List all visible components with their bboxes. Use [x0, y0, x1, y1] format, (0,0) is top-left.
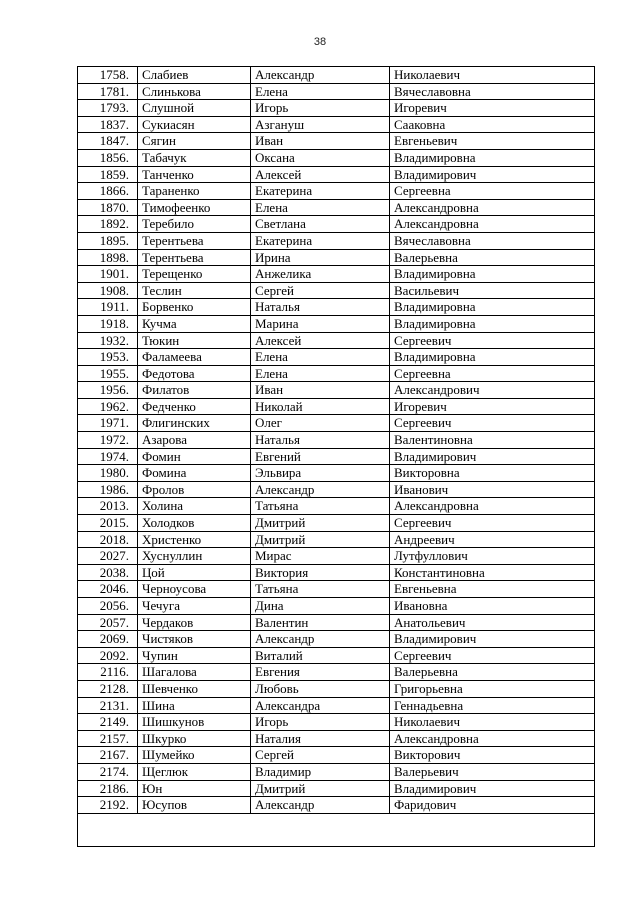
row-number-cell: 2046. — [78, 581, 138, 598]
surname-cell: Терентьева — [138, 232, 251, 249]
patronymic-cell: Александровна — [390, 199, 595, 216]
table-row — [78, 448, 595, 465]
surname-cell: Филатов — [138, 382, 251, 399]
table-row — [78, 349, 595, 366]
row-number-cell: 1972. — [78, 432, 138, 449]
patronymic-cell: Сааковна — [390, 116, 595, 133]
surname-cell: Юсупов — [138, 797, 251, 814]
surname-cell: Юн — [138, 780, 251, 797]
patronymic-cell: Владимирович — [390, 166, 595, 183]
row-number-cell: 2157. — [78, 730, 138, 747]
first-name-cell: Марина — [251, 315, 390, 332]
surname-cell: Теребило — [138, 216, 251, 233]
first-name-cell: Николай — [251, 398, 390, 415]
row-number-cell: 2027. — [78, 548, 138, 565]
surname-cell: Табачук — [138, 149, 251, 166]
row-number-cell: 2018. — [78, 531, 138, 548]
surname-cell: Сукиасян — [138, 116, 251, 133]
table-row — [78, 680, 595, 697]
first-name-cell: Александр — [251, 631, 390, 648]
row-number-cell: 2069. — [78, 631, 138, 648]
row-number-cell: 1901. — [78, 266, 138, 283]
table-row — [78, 133, 595, 150]
table-row — [78, 398, 595, 415]
row-number-cell: 2015. — [78, 515, 138, 532]
surname-cell: Терентьева — [138, 249, 251, 266]
first-name-cell: Екатерина — [251, 232, 390, 249]
patronymic-cell: Ивановна — [390, 598, 595, 615]
row-number-cell: 1859. — [78, 166, 138, 183]
patronymic-cell: Валентиновна — [390, 432, 595, 449]
patronymic-cell: Сергеевна — [390, 365, 595, 382]
first-name-cell: Валентин — [251, 614, 390, 631]
row-number-cell: 1781. — [78, 83, 138, 100]
patronymic-cell: Константиновна — [390, 564, 595, 581]
row-number-cell: 1866. — [78, 183, 138, 200]
surname-cell: Фаламеева — [138, 349, 251, 366]
row-number-cell: 2192. — [78, 797, 138, 814]
patronymic-cell: Евгеньевич — [390, 133, 595, 150]
table-row — [78, 299, 595, 316]
table-row — [78, 432, 595, 449]
surname-cell: Холодков — [138, 515, 251, 532]
table-row — [78, 631, 595, 648]
row-number-cell: 1793. — [78, 100, 138, 117]
first-name-cell: Сергей — [251, 747, 390, 764]
first-name-cell: Екатерина — [251, 183, 390, 200]
names-table — [77, 66, 595, 847]
table-row — [78, 166, 595, 183]
row-number-cell: 1908. — [78, 282, 138, 299]
table-row — [78, 531, 595, 548]
row-number-cell: 1953. — [78, 349, 138, 366]
table-row — [78, 598, 595, 615]
first-name-cell: Оксана — [251, 149, 390, 166]
first-name-cell: Александра — [251, 697, 390, 714]
row-number-cell: 1918. — [78, 315, 138, 332]
row-number-cell: 2056. — [78, 598, 138, 615]
surname-cell: Федченко — [138, 398, 251, 415]
first-name-cell: Елена — [251, 199, 390, 216]
surname-cell: Кучма — [138, 315, 251, 332]
table-row — [78, 382, 595, 399]
first-name-cell: Елена — [251, 365, 390, 382]
row-number-cell: 1847. — [78, 133, 138, 150]
surname-cell: Борвенко — [138, 299, 251, 316]
patronymic-cell: Вячеславовна — [390, 83, 595, 100]
surname-cell: Теслин — [138, 282, 251, 299]
table-row — [78, 282, 595, 299]
row-number-cell: 1971. — [78, 415, 138, 432]
surname-cell: Христенко — [138, 531, 251, 548]
surname-cell: Тюкин — [138, 332, 251, 349]
row-number-cell: 1898. — [78, 249, 138, 266]
patronymic-cell: Александровна — [390, 498, 595, 515]
table-row — [78, 149, 595, 166]
patronymic-cell: Александровна — [390, 216, 595, 233]
row-number-cell: 2092. — [78, 647, 138, 664]
first-name-cell: Любовь — [251, 680, 390, 697]
table-row — [78, 465, 595, 482]
patronymic-cell: Владимировна — [390, 149, 595, 166]
first-name-cell: Игорь — [251, 100, 390, 117]
surname-cell: Слинькова — [138, 83, 251, 100]
row-number-cell: 2057. — [78, 614, 138, 631]
row-number-cell: 1974. — [78, 448, 138, 465]
row-number-cell: 1932. — [78, 332, 138, 349]
first-name-cell: Олег — [251, 415, 390, 432]
first-name-cell: Дмитрий — [251, 531, 390, 548]
surname-cell: Терещенко — [138, 266, 251, 283]
table-row — [78, 116, 595, 133]
table-row — [78, 548, 595, 565]
row-number-cell: 2116. — [78, 664, 138, 681]
surname-cell: Флигинских — [138, 415, 251, 432]
first-name-cell: Татьяна — [251, 498, 390, 515]
empty-cell — [78, 813, 595, 846]
first-name-cell: Александр — [251, 797, 390, 814]
row-number-cell: 1962. — [78, 398, 138, 415]
patronymic-cell: Николаевич — [390, 67, 595, 84]
first-name-cell: Азгануш — [251, 116, 390, 133]
table-row — [78, 216, 595, 233]
first-name-cell: Владимир — [251, 763, 390, 780]
table-row — [78, 415, 595, 432]
patronymic-cell: Геннадьевна — [390, 697, 595, 714]
patronymic-cell: Владимировна — [390, 299, 595, 316]
patronymic-cell: Владимировна — [390, 315, 595, 332]
patronymic-cell: Анатольевич — [390, 614, 595, 631]
table-row — [78, 183, 595, 200]
surname-cell: Фролов — [138, 481, 251, 498]
first-name-cell: Игорь — [251, 714, 390, 731]
first-name-cell: Эльвира — [251, 465, 390, 482]
surname-cell: Чердаков — [138, 614, 251, 631]
table-row — [78, 763, 595, 780]
table-row — [78, 199, 595, 216]
row-number-cell: 1856. — [78, 149, 138, 166]
patronymic-cell: Фаридович — [390, 797, 595, 814]
table-row — [78, 232, 595, 249]
first-name-cell: Дмитрий — [251, 515, 390, 532]
patronymic-cell: Владимировна — [390, 349, 595, 366]
table-row — [78, 581, 595, 598]
surname-cell: Черноусова — [138, 581, 251, 598]
first-name-cell: Евгения — [251, 664, 390, 681]
first-name-cell: Иван — [251, 382, 390, 399]
first-name-cell: Виталий — [251, 647, 390, 664]
table-row — [78, 647, 595, 664]
surname-cell: Азарова — [138, 432, 251, 449]
table-row — [78, 797, 595, 814]
first-name-cell: Мирас — [251, 548, 390, 565]
first-name-cell: Евгений — [251, 448, 390, 465]
page-number: 38 — [313, 36, 327, 48]
patronymic-cell: Григорьевна — [390, 680, 595, 697]
table-row — [78, 747, 595, 764]
first-name-cell: Иван — [251, 133, 390, 150]
row-number-cell: 1758. — [78, 67, 138, 84]
table-row — [78, 780, 595, 797]
table-row — [78, 714, 595, 731]
patronymic-cell: Викторович — [390, 747, 595, 764]
first-name-cell: Ирина — [251, 249, 390, 266]
surname-cell: Шина — [138, 697, 251, 714]
row-number-cell: 1955. — [78, 365, 138, 382]
patronymic-cell: Васильевич — [390, 282, 595, 299]
surname-cell: Шумейко — [138, 747, 251, 764]
surname-cell: Чупин — [138, 647, 251, 664]
table-row — [78, 315, 595, 332]
patronymic-cell: Иванович — [390, 481, 595, 498]
surname-cell: Шкурко — [138, 730, 251, 747]
table-row — [78, 83, 595, 100]
row-number-cell: 1980. — [78, 465, 138, 482]
first-name-cell: Дина — [251, 598, 390, 615]
table-row — [78, 266, 595, 283]
patronymic-cell: Сергеевич — [390, 332, 595, 349]
table-row — [78, 515, 595, 532]
surname-cell: Тимофеенко — [138, 199, 251, 216]
first-name-cell: Наталия — [251, 730, 390, 747]
first-name-cell: Анжелика — [251, 266, 390, 283]
first-name-cell: Елена — [251, 83, 390, 100]
surname-cell: Хуснуллин — [138, 548, 251, 565]
first-name-cell: Алексей — [251, 166, 390, 183]
first-name-cell: Наталья — [251, 299, 390, 316]
row-number-cell: 1895. — [78, 232, 138, 249]
row-number-cell: 1892. — [78, 216, 138, 233]
first-name-cell: Елена — [251, 349, 390, 366]
patronymic-cell: Евгеньевна — [390, 581, 595, 598]
patronymic-cell: Владимировна — [390, 266, 595, 283]
patronymic-cell: Владимирович — [390, 631, 595, 648]
patronymic-cell: Сергеевич — [390, 647, 595, 664]
surname-cell: Танченко — [138, 166, 251, 183]
table-row — [78, 481, 595, 498]
table-row — [78, 664, 595, 681]
surname-cell: Шагалова — [138, 664, 251, 681]
table-row — [78, 365, 595, 382]
surname-cell: Холина — [138, 498, 251, 515]
surname-cell: Шишкунов — [138, 714, 251, 731]
table-row — [78, 100, 595, 117]
patronymic-cell: Валерьевна — [390, 664, 595, 681]
table-row — [78, 730, 595, 747]
surname-cell: Чечуга — [138, 598, 251, 615]
names-table-body — [78, 67, 595, 847]
first-name-cell: Наталья — [251, 432, 390, 449]
patronymic-cell: Александровна — [390, 730, 595, 747]
row-number-cell: 2149. — [78, 714, 138, 731]
patronymic-cell: Александрович — [390, 382, 595, 399]
first-name-cell: Александр — [251, 67, 390, 84]
row-number-cell: 2174. — [78, 763, 138, 780]
surname-cell: Федотова — [138, 365, 251, 382]
row-number-cell: 1870. — [78, 199, 138, 216]
first-name-cell: Виктория — [251, 564, 390, 581]
row-number-cell: 1986. — [78, 481, 138, 498]
patronymic-cell: Владимирович — [390, 780, 595, 797]
row-number-cell: 2128. — [78, 680, 138, 697]
patronymic-cell: Валерьевич — [390, 763, 595, 780]
table-row — [78, 332, 595, 349]
surname-cell: Цой — [138, 564, 251, 581]
table-row — [78, 498, 595, 515]
row-number-cell: 2131. — [78, 697, 138, 714]
first-name-cell: Алексей — [251, 332, 390, 349]
patronymic-cell: Лутфуллович — [390, 548, 595, 565]
row-number-cell: 1837. — [78, 116, 138, 133]
patronymic-cell: Андреевич — [390, 531, 595, 548]
first-name-cell: Светлана — [251, 216, 390, 233]
surname-cell: Слабиев — [138, 67, 251, 84]
row-number-cell: 2186. — [78, 780, 138, 797]
row-number-cell: 2038. — [78, 564, 138, 581]
row-number-cell: 2013. — [78, 498, 138, 515]
patronymic-cell: Викторовна — [390, 465, 595, 482]
table-row — [78, 67, 595, 84]
patronymic-cell: Сергеевна — [390, 183, 595, 200]
surname-cell: Фомин — [138, 448, 251, 465]
surname-cell: Сягин — [138, 133, 251, 150]
table-row — [78, 614, 595, 631]
patronymic-cell: Сергеевич — [390, 415, 595, 432]
surname-cell: Чистяков — [138, 631, 251, 648]
row-number-cell: 2167. — [78, 747, 138, 764]
surname-cell: Шевченко — [138, 680, 251, 697]
surname-cell: Тараненко — [138, 183, 251, 200]
patronymic-cell: Николаевич — [390, 714, 595, 731]
patronymic-cell: Владимирович — [390, 448, 595, 465]
table-row — [78, 249, 595, 266]
table-row — [78, 564, 595, 581]
patronymic-cell: Игоревич — [390, 398, 595, 415]
row-number-cell: 1911. — [78, 299, 138, 316]
first-name-cell: Татьяна — [251, 581, 390, 598]
patronymic-cell: Валерьевна — [390, 249, 595, 266]
surname-cell: Фомина — [138, 465, 251, 482]
first-name-cell: Сергей — [251, 282, 390, 299]
patronymic-cell: Игоревич — [390, 100, 595, 117]
row-number-cell: 1956. — [78, 382, 138, 399]
surname-cell: Слушной — [138, 100, 251, 117]
first-name-cell: Дмитрий — [251, 780, 390, 797]
patronymic-cell: Вячеславовна — [390, 232, 595, 249]
surname-cell: Щеглюк — [138, 763, 251, 780]
table-row — [78, 697, 595, 714]
first-name-cell: Александр — [251, 481, 390, 498]
patronymic-cell: Сергеевич — [390, 515, 595, 532]
empty-table-row — [78, 813, 595, 846]
